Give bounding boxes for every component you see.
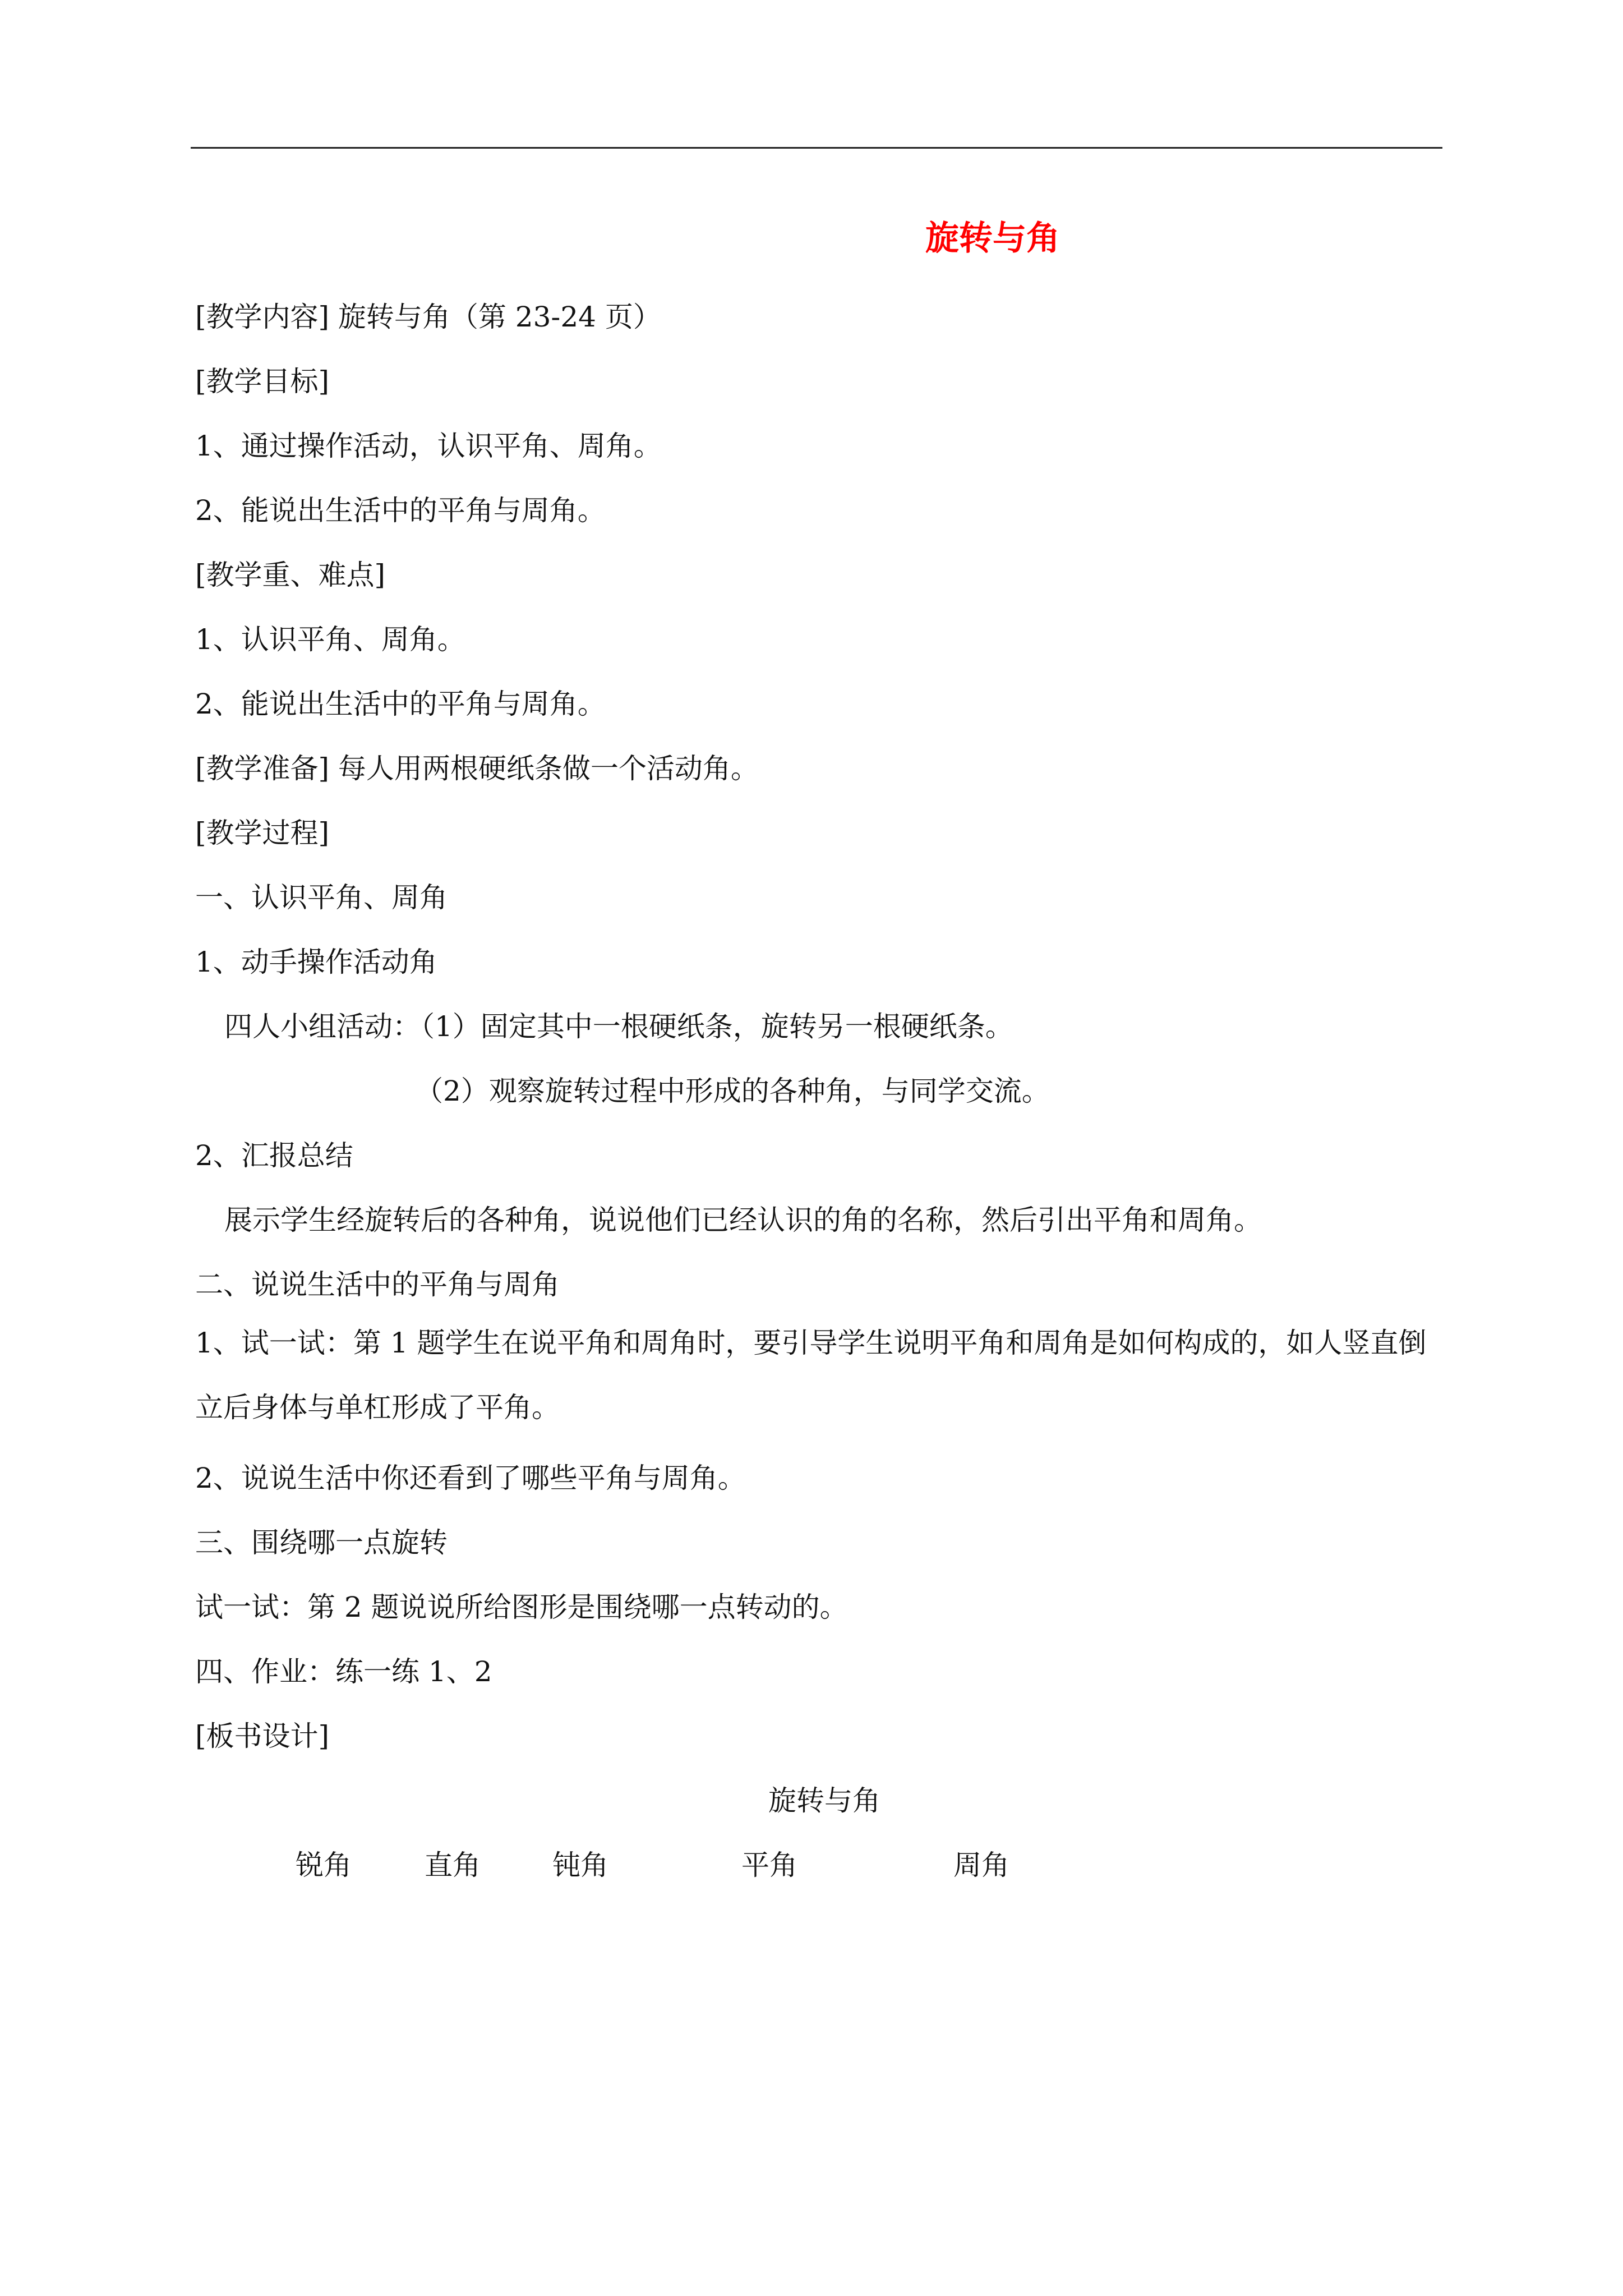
teaching-content-line: [教学内容] 旋转与角（第 23-24 页） [195, 301, 661, 333]
summary-line: 展示学生经旋转后的各种角，说说他们已经认识的角的名称，然后引出平角和周角。 [224, 1204, 1262, 1236]
section-heading-process: [教学过程] [195, 817, 330, 849]
process-step-1: 一、认识平角、周角 [195, 881, 448, 914]
page-title: 旋转与角 [925, 219, 1060, 258]
header-rule [191, 147, 1442, 149]
board-title: 旋转与角 [768, 1784, 880, 1817]
homework-line: 四、作业：练一练 1、2 [195, 1655, 492, 1688]
process-step-2: 二、说说生活中的平角与周角 [195, 1268, 560, 1301]
try-it-line-2: 试一试：第 2 题说说所给图形是围绕哪一点转动的。 [195, 1591, 848, 1623]
board-item-acute-angle: 锐角 [296, 1849, 352, 1881]
section-heading-key-points: [教学重、难点] [195, 559, 386, 591]
preparation-line: [教学准备] 每人用两根硬纸条做一个活动角。 [195, 752, 759, 785]
process-substep-1-1: 1、动手操作活动角 [195, 946, 437, 978]
section-heading-goals: [教学目标] [195, 365, 330, 398]
process-substep-2-2: 2、说说生活中你还看到了哪些平角与周角。 [195, 1462, 746, 1494]
board-item-right-angle: 直角 [425, 1849, 481, 1881]
goal-item-1: 1、通过操作活动，认识平角、周角。 [195, 430, 662, 462]
goal-item-2: 2、能说出生活中的平角与周角。 [195, 494, 606, 527]
key-point-item-1: 1、认识平角、周角。 [195, 623, 465, 656]
try-it-paragraph: 1、试一试：第 1 题学生在说平角和周角时，要引导学生说明平角和周角是如何构成的，如人竖直倒立后身体与单杠形成了平角。 [195, 1327, 1427, 1424]
group-activity-line-2: （2）观察旋转过程中形成的各种角，与同学交流。 [415, 1075, 1050, 1107]
section-heading-board: [板书设计] [195, 1720, 330, 1752]
board-item-obtuse-angle: 钝角 [552, 1849, 608, 1881]
group-activity-line: 四人小组活动：（1）固定其中一根硬纸条，旋转另一根硬纸条。 [224, 1010, 1013, 1043]
board-item-straight-angle: 平角 [741, 1849, 797, 1881]
process-step-3: 三、围绕哪一点旋转 [195, 1526, 448, 1559]
key-point-item-2: 2、能说出生活中的平角与周角。 [195, 688, 606, 720]
process-substep-1-2: 2、汇报总结 [195, 1139, 353, 1172]
board-item-full-angle: 周角 [953, 1849, 1009, 1881]
